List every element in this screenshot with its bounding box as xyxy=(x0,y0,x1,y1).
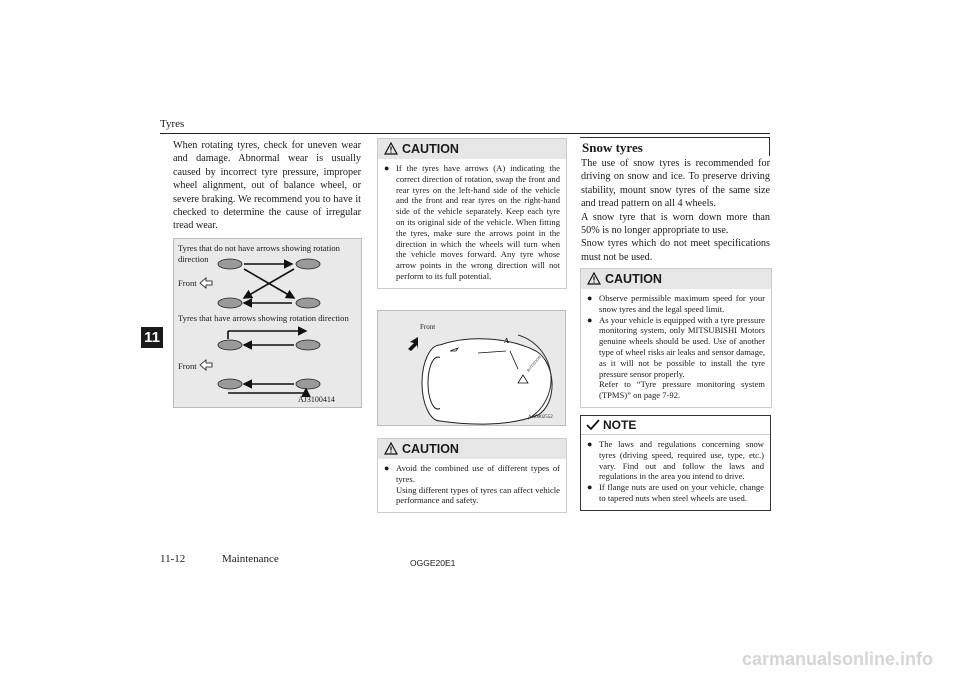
page-number: 11-12 xyxy=(160,553,186,565)
bullet-icon: ● xyxy=(587,293,593,303)
caution-title: CAUTION xyxy=(402,142,459,156)
caution-box-snow-tyres xyxy=(580,268,772,408)
section-heading-snow-tyres: Snow tyres xyxy=(580,137,770,156)
watermark: carmanualsonline.info xyxy=(742,649,934,669)
rotation-diagram-icon xyxy=(174,239,361,407)
list-item: Using different types of tyres can affect vehicle performance and safety. xyxy=(396,484,560,506)
figure-front-label-1: Front xyxy=(178,278,197,288)
footer-section: Maintenance xyxy=(222,553,279,565)
bullet-icon: ● xyxy=(587,314,593,325)
tyre-rotation-arrow-icon xyxy=(378,311,565,425)
note-title: NOTE xyxy=(603,418,637,432)
list-item: ● The laws and regulations concerning snow tyres (driving speed, required use, type, etc.) vary. Find out and follow the laws and regulations in the area you intend to drive. xyxy=(587,439,764,482)
caution-box-arrows xyxy=(377,138,567,289)
list-item: ● Avoid the combined use of different types of tyres. xyxy=(384,463,560,484)
figure-rotation-text: ROTATION xyxy=(525,354,543,373)
bullet-icon: ● xyxy=(587,439,593,449)
bullet-icon: ● xyxy=(384,163,390,173)
footer-code: OGGE20E1 xyxy=(410,558,456,568)
caution-header xyxy=(581,269,771,289)
warning-icon xyxy=(384,442,398,455)
tyre-arrow-figure xyxy=(377,310,566,426)
check-icon xyxy=(586,419,600,431)
bullet-icon: ● xyxy=(384,463,390,473)
figure-code: AJ3100414 xyxy=(298,395,335,404)
figure-front-label-2: Front xyxy=(178,361,197,371)
paragraph: A snow tyre that is worn down more than 50% is no longer appropriate to use. xyxy=(581,211,770,237)
figure-label-a: A xyxy=(504,337,510,345)
caution-header xyxy=(378,439,566,459)
header-rule xyxy=(160,133,770,134)
note-header xyxy=(581,416,770,435)
tyre-rotation-figure xyxy=(173,238,362,408)
bullet-icon: ● xyxy=(587,482,593,493)
running-header: Tyres xyxy=(160,118,185,130)
figure-code: AA0002552 xyxy=(528,415,553,420)
list-item: ● As your vehicle is equipped with a tyre pressure monitoring system, only MITSUBISHI Motors genuine wheels should be used. Use of another type of wheel risks air leaks and sensor damage, as it will not be possible to install the tyre pressure sensor properly. xyxy=(587,314,765,379)
list-item: Refer to “Tyre pressure monitoring system (TPMS)” on page 7-92. xyxy=(599,379,765,401)
figure-label-no-arrows: Tyres that do not have arrows showing rotation direction xyxy=(178,243,340,264)
list-item: ● Observe permissible maximum speed for your snow tyres and the legal speed limit. xyxy=(587,293,765,314)
caution-title: CAUTION xyxy=(402,442,459,456)
snow-tyres-text xyxy=(581,157,770,264)
caution-header xyxy=(378,139,566,159)
paragraph: Snow tyres which do not meet specifications must not be used. xyxy=(581,238,770,263)
warning-icon xyxy=(587,272,601,285)
caution-box-mixed-tyres xyxy=(377,438,567,513)
caution-title: CAUTION xyxy=(605,272,662,286)
chapter-tab: 11 xyxy=(141,327,163,348)
paragraph: The use of snow tyres is recommended for driving on snow and ice. To preserve driving stability, mount snow tyres of the same size and tread pattern on all 4 wheels. xyxy=(581,158,770,210)
list-item: ● If the tyres have arrows (A) indicating the correct direction of rotation, swap the front and rear tyres on the left-hand side of the vehicle and the front and rear tyres on the right-hand side of the vehicle separately. Keep each tyre on its original side of the vehicle. When fitting the tyres, make sure the arrows point in the direction in which the wheels will turn when the vehicle moves forward. Any tyre whose arrow points in the wrong direction will not perform to its full potential. xyxy=(384,163,560,281)
warning-icon xyxy=(384,142,398,155)
rotation-intro-paragraph: When rotating tyres, check for uneven wear and damage. Abnormal wear is usually caused by incorrect tyre pressure, improper wheel alignment, out of balance wheel, or severe braking. We recommend you to have it checked to determine the cause of irregular tread wear. xyxy=(173,140,361,232)
list-item: ● If flange nuts are used on your vehicle, change to tapered nuts when steel wheels are used. xyxy=(587,482,764,503)
figure-label-arrows: Tyres that have arrows showing rotation direction xyxy=(178,313,349,323)
note-box xyxy=(580,415,771,511)
figure-front-label: Front xyxy=(420,323,436,331)
